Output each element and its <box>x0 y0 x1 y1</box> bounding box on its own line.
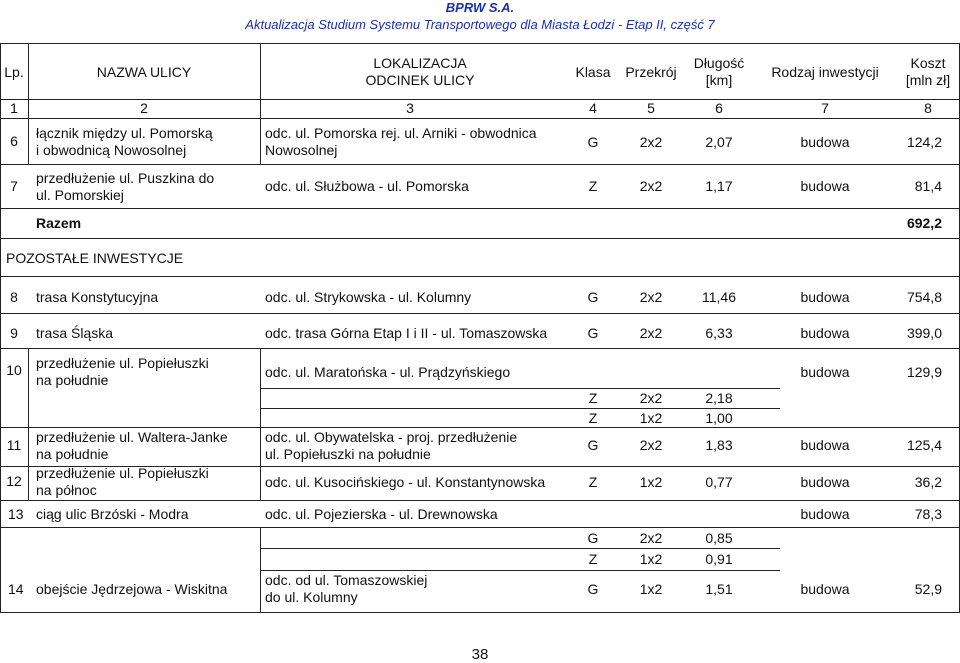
column-header-length: Długość <box>693 55 745 71</box>
column-number: 3 <box>406 100 414 116</box>
road-class: Z <box>588 390 598 406</box>
column-number: 4 <box>589 100 597 116</box>
street-name: przedłużenie ul. Puszkina do <box>36 170 215 186</box>
cost: 52,9 <box>914 581 942 597</box>
location-cont: ul. Popiełuszki na południe <box>265 446 431 462</box>
investment-type: budowa <box>800 178 850 194</box>
table-border <box>260 570 780 571</box>
location: odc. ul. Pojezierska - ul. Drewnowska <box>265 506 498 522</box>
table-border <box>0 208 960 209</box>
column-header-cross-section: Przekrój <box>625 64 677 80</box>
location: odc. ul. Pomorska rej. ul. Arniki - obwodnica <box>265 125 537 141</box>
length: 2,18 <box>705 390 733 406</box>
table-border <box>0 238 960 239</box>
column-header-class: Klasa <box>575 64 611 80</box>
investment-type: budowa <box>800 134 850 150</box>
table-border <box>0 313 960 314</box>
table-border <box>0 164 960 165</box>
location: odc. od ul. Tomaszowskiej <box>265 572 428 588</box>
location: odc. ul. Kusocińskiego - ul. Konstantynowska <box>265 474 546 490</box>
street-name: obejście Jędrzejowa - Wiskitna <box>36 581 228 597</box>
row-number: 9 <box>10 325 18 341</box>
length: 6,33 <box>705 325 733 341</box>
cross-section: 2x2 <box>639 437 663 453</box>
cross-section: 1x2 <box>639 474 663 490</box>
length: 1,51 <box>705 581 733 597</box>
location: odc. ul. Obywatelska - proj. przedłużenie <box>265 429 518 445</box>
table-border <box>0 500 960 501</box>
column-header-investment-type: Rodzaj inwestycji <box>771 64 879 80</box>
investment-type: budowa <box>800 474 850 490</box>
total-label: Razem <box>36 215 82 231</box>
total-cost: 692,2 <box>906 215 942 231</box>
table-border <box>0 43 960 44</box>
length: 2,07 <box>705 134 733 150</box>
cost: 754,8 <box>906 289 942 305</box>
street-name-cont: na południe <box>36 372 109 388</box>
cost: 36,2 <box>914 474 942 490</box>
street-name-cont: na północ <box>36 482 97 498</box>
table-border <box>260 527 261 612</box>
road-class: G <box>587 581 599 597</box>
table-border <box>260 388 780 389</box>
street-name-cont: na południe <box>36 446 109 462</box>
row-number: 11 <box>6 437 22 453</box>
row-number: 8 <box>10 289 18 305</box>
table-border <box>0 427 960 428</box>
column-header-cost: Koszt <box>910 55 946 71</box>
street-name: trasa Konstytucyjna <box>36 289 159 305</box>
page-number: 38 <box>471 646 489 663</box>
street-name: przedłużenie ul. Popiełuszki <box>36 355 209 371</box>
table-border <box>28 348 29 500</box>
row-number: 13 <box>8 506 24 522</box>
cost: 124,2 <box>906 134 942 150</box>
row-number: 14 <box>8 581 24 597</box>
column-number: 8 <box>924 100 932 116</box>
column-number: 5 <box>647 100 655 116</box>
table-border <box>0 612 960 613</box>
length: 1,83 <box>705 437 733 453</box>
table-border <box>0 348 960 349</box>
cross-section: 1x2 <box>639 410 663 426</box>
location: odc. trasa Górna Etap I i II - ul. Tomaszowska <box>265 325 548 341</box>
location: odc. ul. Strykowska - ul. Kolumny <box>265 289 472 305</box>
cross-section: 2x2 <box>639 530 663 546</box>
street-name-cont: i obwodnicą Nowosolnej <box>36 142 187 158</box>
cross-section: 2x2 <box>639 134 663 150</box>
length: 0,91 <box>705 551 733 567</box>
length: 1,17 <box>705 178 733 194</box>
length: 1,00 <box>705 410 733 426</box>
cost: 129,9 <box>906 364 942 380</box>
investment-type: budowa <box>800 506 850 522</box>
street-name: przedłużenie ul. Waltera-Janke <box>36 429 228 445</box>
road-class: G <box>587 325 599 341</box>
row-number: 10 <box>6 362 22 378</box>
length: 11,46 <box>702 289 736 305</box>
road-class: Z <box>588 178 598 194</box>
column-header-name: NAZWA ULICY <box>96 64 192 80</box>
cross-section: 2x2 <box>639 289 663 305</box>
section-heading: POZOSTAŁE INWESTYCJE <box>6 250 184 266</box>
length: 0,77 <box>705 474 733 490</box>
row-number: 7 <box>10 178 18 194</box>
road-class: G <box>587 530 599 546</box>
table-border <box>0 118 960 119</box>
street-name: łącznik między ul. Pomorską <box>36 125 213 141</box>
road-class: G <box>587 134 599 150</box>
column-header-location-sub: ODCINEK ULICY <box>365 72 475 88</box>
street-name: trasa Śląska <box>36 325 114 341</box>
road-class: G <box>587 289 599 305</box>
street-name: przedłużenie ul. Popiełuszki <box>36 465 209 481</box>
column-number: 7 <box>821 100 829 116</box>
table-border <box>0 527 960 528</box>
investment-type: budowa <box>800 581 850 597</box>
cross-section: 1x2 <box>639 551 663 567</box>
table-border <box>260 348 261 500</box>
document-subtitle: Aktualizacja Studium Systemu Transportowego dla Miasta Łodzi - Etap II, część 7 <box>245 17 715 32</box>
table-border <box>260 408 780 409</box>
investment-type: budowa <box>800 364 850 380</box>
cross-section: 2x2 <box>639 390 663 406</box>
road-class: G <box>587 437 599 453</box>
column-header-length-unit: [km] <box>705 72 733 88</box>
column-header-cost-unit: [mln zł] <box>905 72 951 88</box>
cost: 78,3 <box>914 506 942 522</box>
column-header-lp: Lp. <box>4 64 24 80</box>
location-cont: do ul. Kolumny <box>265 589 358 605</box>
road-class: Z <box>588 474 598 490</box>
cost: 81,4 <box>914 178 942 194</box>
cross-section: 1x2 <box>639 581 663 597</box>
row-number: 12 <box>6 473 22 489</box>
company-name: BPRW S.A. <box>445 0 515 15</box>
location-cont: Nowosolnej <box>265 142 338 158</box>
investment-type: budowa <box>800 289 850 305</box>
cross-section: 2x2 <box>639 178 663 194</box>
road-class: Z <box>588 551 598 567</box>
street-name-cont: ul. Pomorskiej <box>36 187 124 203</box>
table-border <box>0 276 960 277</box>
location: odc. ul. Maratońska - ul. Prądzyńskiego <box>265 364 511 380</box>
road-class: Z <box>588 410 598 426</box>
column-number: 6 <box>715 100 723 116</box>
cost: 399,0 <box>906 325 942 341</box>
investment-type: budowa <box>800 437 850 453</box>
cross-section: 2x2 <box>639 325 663 341</box>
investment-type: budowa <box>800 325 850 341</box>
location: odc. ul. Służbowa - ul. Pomorska <box>265 178 469 194</box>
table-border <box>260 548 780 549</box>
row-number: 6 <box>10 133 18 149</box>
cost: 125,4 <box>906 437 942 453</box>
column-number: 1 <box>10 100 18 116</box>
street-name: ciąg ulic Brzóski - Modra <box>36 506 189 522</box>
column-number: 2 <box>140 100 148 116</box>
length: 0,85 <box>705 530 733 546</box>
column-header-location: LOKALIZACJA <box>373 55 467 71</box>
